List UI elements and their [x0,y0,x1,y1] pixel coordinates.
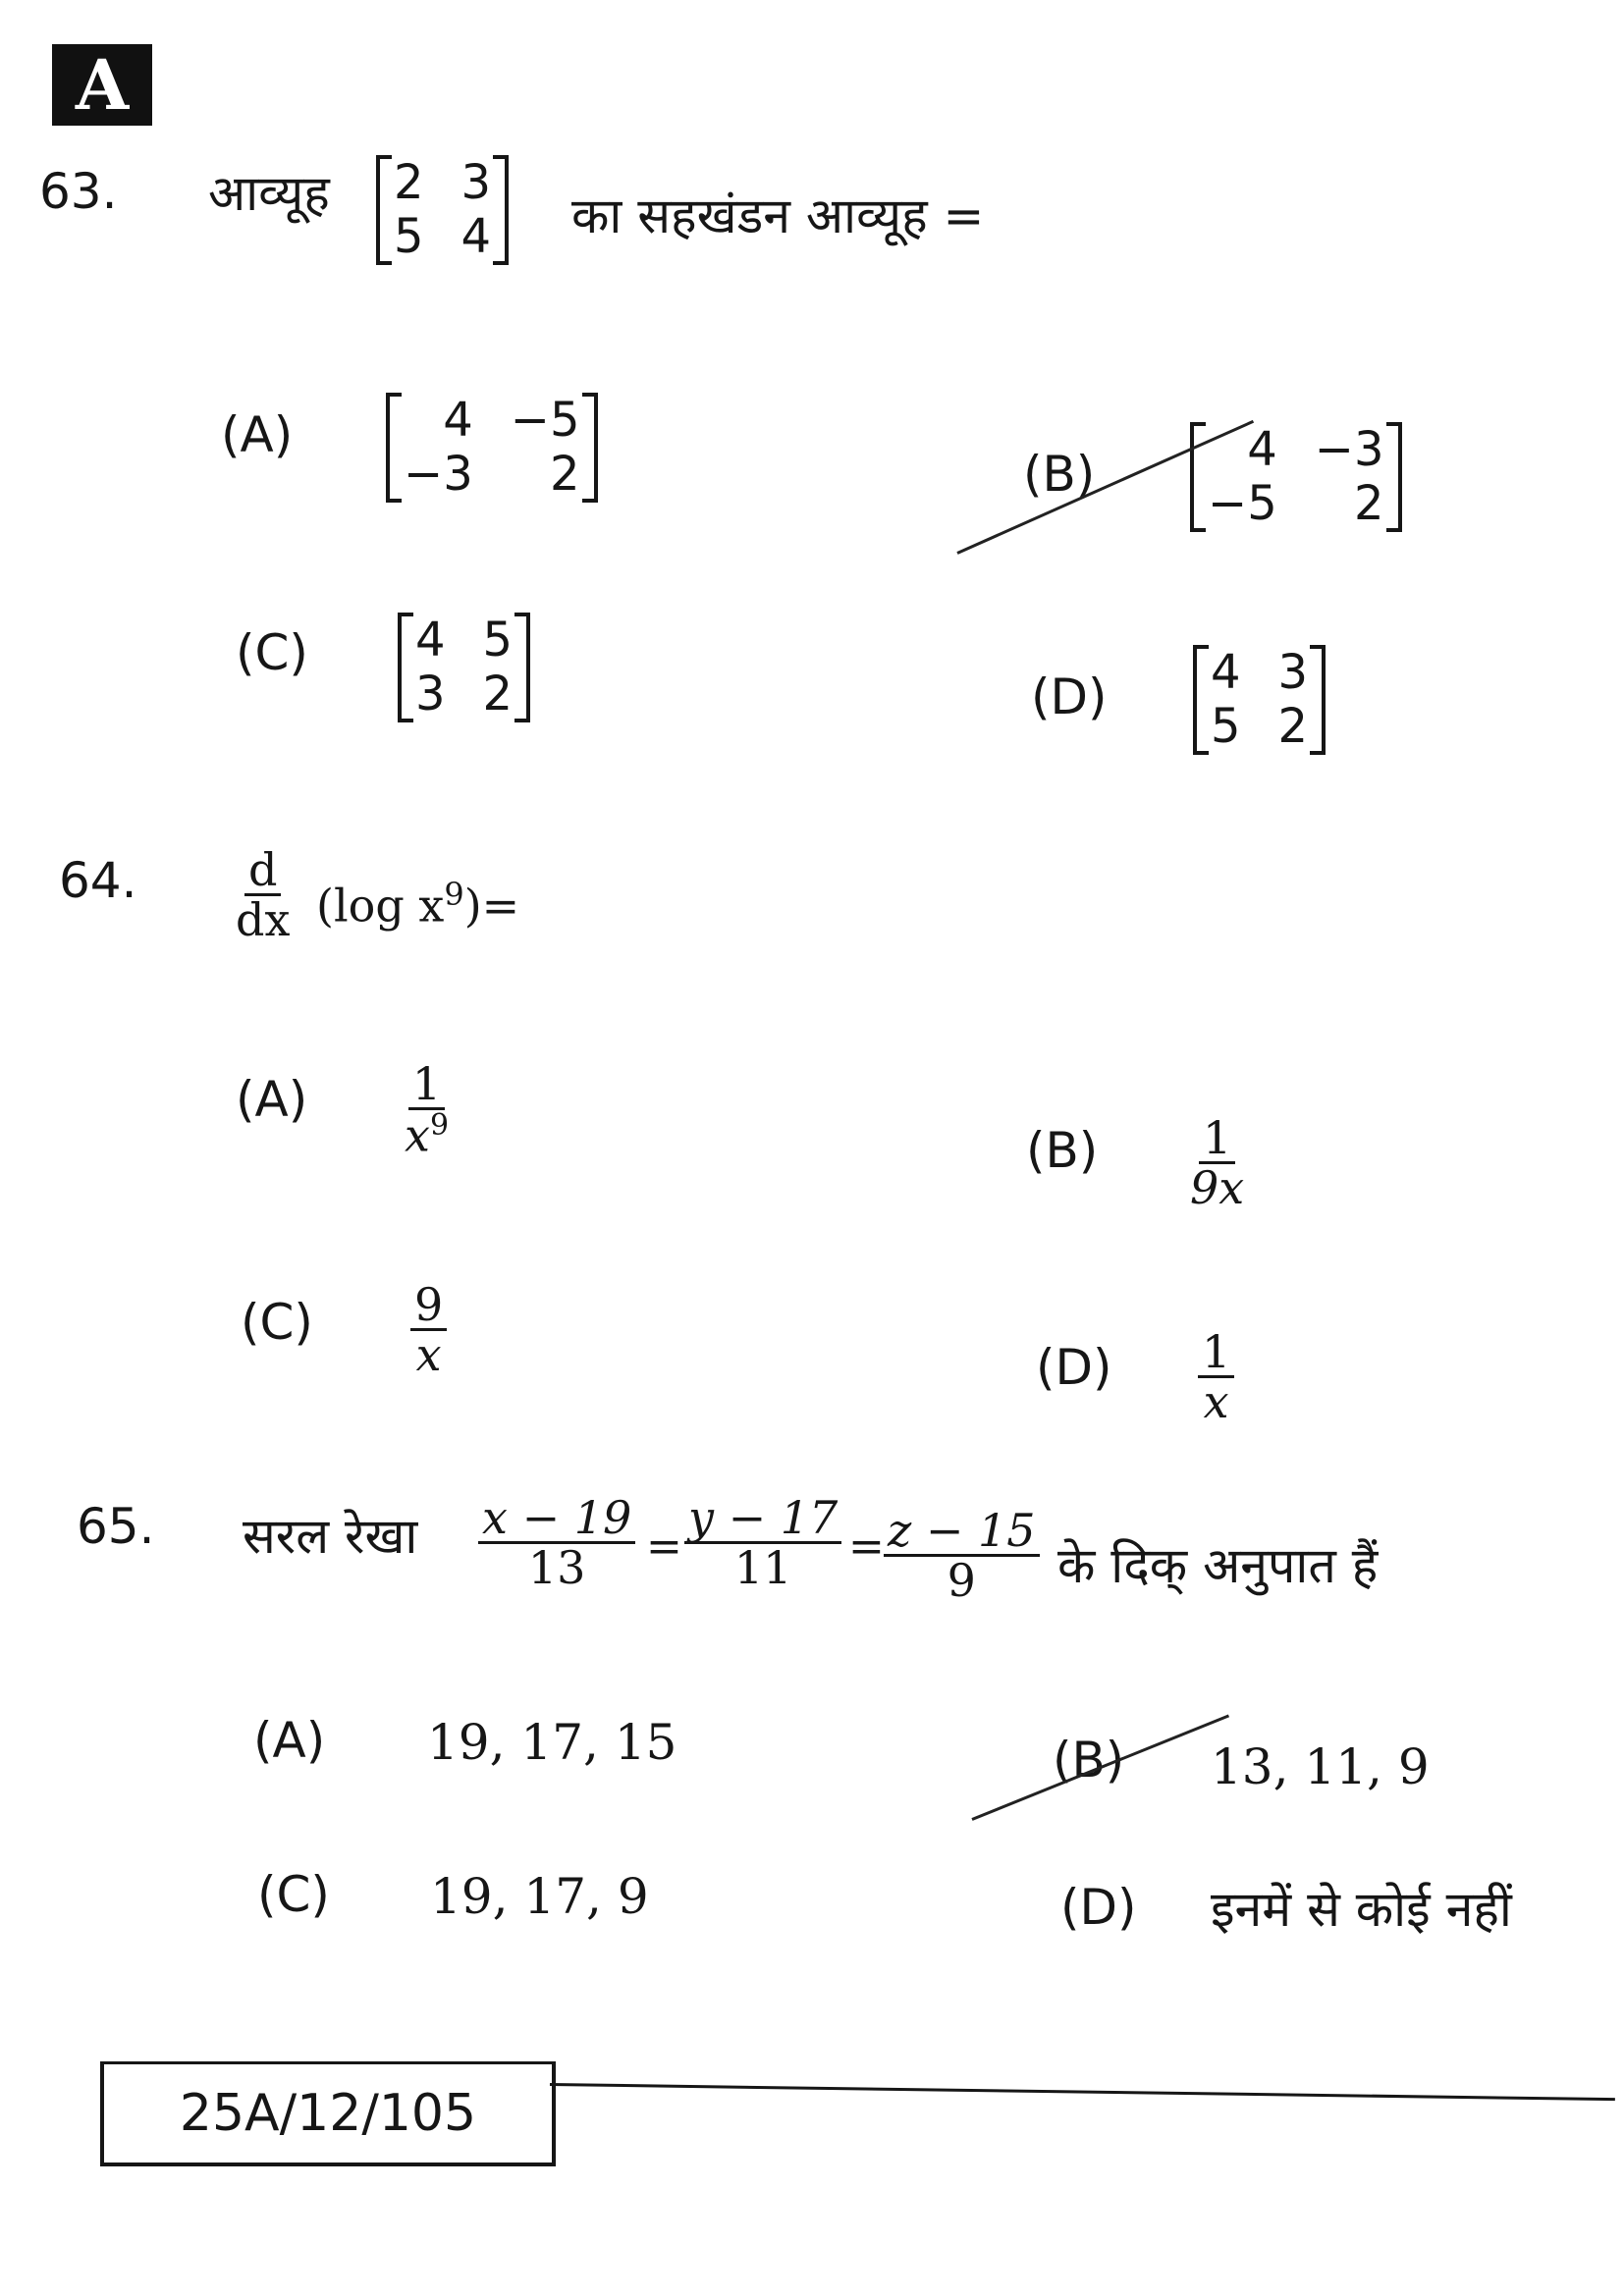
matrix-cell: 5 [482,613,514,667]
denominator: x [1203,1375,1229,1429]
matrix-cell: 3 [1277,645,1309,700]
answer-mark-stroke [971,1714,1229,1820]
numerator: y − 17 [684,1494,841,1544]
matrix-cell: 2 [1353,475,1384,531]
equals-sign: = [646,1522,682,1572]
q65-option-c-label: (C) [257,1866,330,1923]
q64-option-a-fraction [405,1057,450,1162]
numerator: x − 19 [478,1494,635,1544]
numerator: 1 [1198,1328,1234,1378]
matrix-cell: 5 [1211,698,1241,754]
denominator-base: x [405,1108,430,1162]
q64-option-a-label: (A) [236,1071,308,1128]
q63-option-b-label: (B) [1023,446,1096,503]
numerator: 9 [410,1281,447,1331]
q63-option-b-matrix [1190,422,1402,532]
matrix-cell: 2 [1277,698,1309,754]
numerator: z − 15 [884,1507,1040,1557]
q63-option-d-matrix [1193,645,1326,755]
q64-option-c-label: (C) [241,1294,313,1351]
denominator [405,1108,450,1162]
q63-matrix [376,155,509,265]
q63-number: 63. [39,163,118,220]
matrix-cell: 4 [1247,422,1277,477]
q65-option-d-label: (D) [1060,1879,1137,1936]
set-badge: A [52,44,152,126]
footer-rule [550,2083,1615,2101]
denominator: 13 [527,1541,586,1595]
q64-option-b-label: (B) [1026,1122,1099,1179]
denominator: 9x [1190,1161,1245,1215]
page-code: 25A/12/105 [179,2084,477,2143]
matrix-cell: 4 [415,613,446,667]
matrix-cell: 4 [443,393,473,448]
q65-option-d-text: इनमें से कोई नहीं [1211,1881,1512,1938]
q65-suffix: के दिक् अनुपात हैं [1057,1537,1379,1594]
expression-close: )= [463,879,520,933]
q64-number: 64. [59,852,137,909]
q63-option-d-label: (D) [1031,668,1108,725]
denominator: x [415,1328,442,1382]
q64-derivative-operator [236,843,291,947]
expression: (log x [316,879,445,933]
matrix-cell: 4 [460,208,492,264]
matrix-cell: 2 [482,666,514,721]
q64-option-d-label: (D) [1036,1339,1112,1396]
q65-fraction-y [684,1491,841,1595]
q65-option-c-text: 19, 17, 9 [430,1868,649,1925]
q63-option-a-matrix [386,393,598,503]
q65-option-b-label: (B) [1053,1732,1125,1789]
equals-sign: = [848,1522,885,1572]
q65-fraction-x [478,1491,635,1595]
q63-suffix: का सहखंडन आव्यूह = [571,187,985,244]
q64-option-d-fraction [1198,1325,1234,1429]
q63-option-c-label: (C) [236,624,308,681]
matrix-cell: −5 [1208,475,1277,531]
q63-option-a-label: (A) [221,406,294,463]
matrix-cell: 3 [415,666,446,721]
denominator: 11 [733,1541,792,1595]
matrix-cell: −3 [1314,422,1384,477]
q64-option-c-fraction [410,1278,447,1382]
q64-option-b-fraction [1190,1111,1245,1215]
matrix-cell: 2 [549,446,580,502]
matrix-cell: 3 [460,155,492,210]
numerator: 1 [1199,1114,1235,1164]
matrix-cell: 5 [394,208,424,264]
q63-option-c-matrix [398,613,530,722]
denominator: dx [236,893,291,947]
denominator: 9 [947,1554,976,1608]
q63-prefix: आव्यूह [208,165,330,222]
matrix-cell: −3 [404,446,473,502]
q65-option-a-label: (A) [253,1712,326,1769]
matrix-cell: −5 [510,393,580,448]
q65-option-a-text: 19, 17, 15 [427,1714,677,1771]
page-code-box [100,2061,556,2166]
q65-fraction-z [884,1504,1040,1608]
q65-prefix: सरल रेखा [243,1508,418,1565]
q64-expression [316,876,519,932]
exponent: 9 [444,876,464,913]
q65-number: 65. [77,1498,155,1555]
matrix-cell: 2 [394,155,424,210]
exponent: 9 [429,1108,450,1144]
q65-option-b-text: 13, 11, 9 [1211,1738,1430,1795]
matrix-cell: 4 [1211,645,1241,700]
numerator: 1 [408,1060,445,1110]
numerator: d [244,846,281,896]
